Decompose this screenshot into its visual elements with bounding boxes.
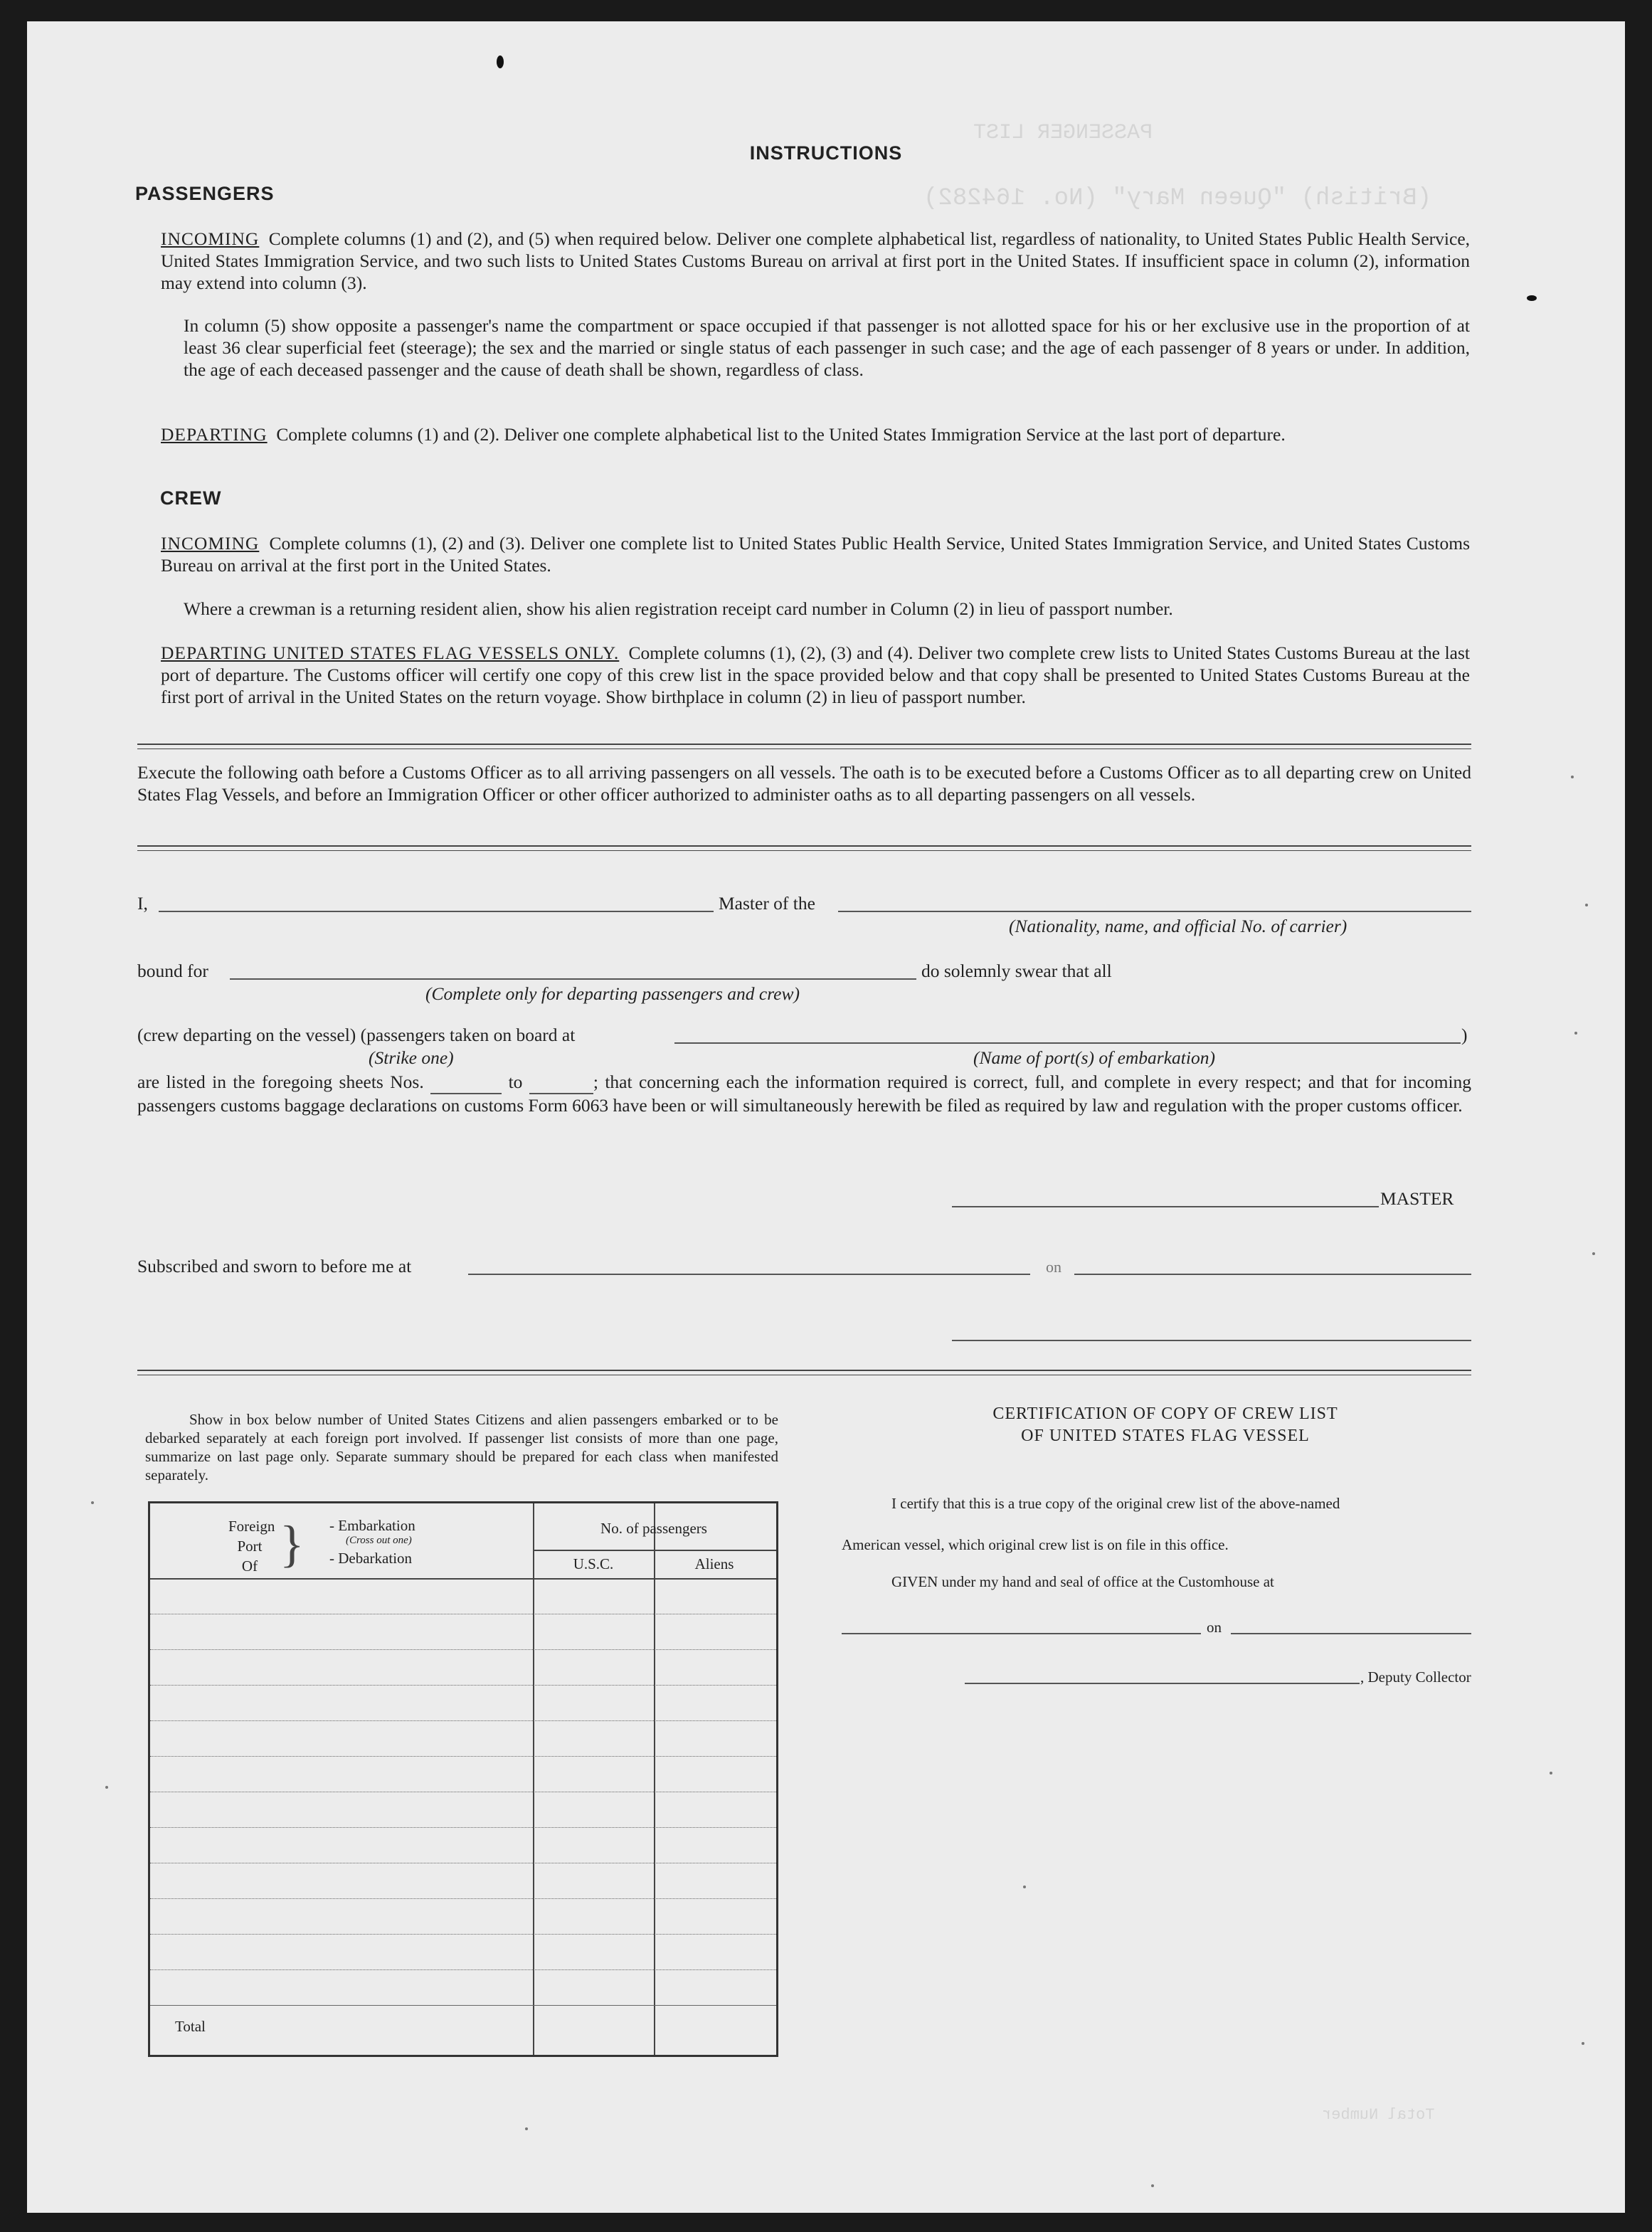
- table-row[interactable]: [150, 1934, 776, 1935]
- of-label: Of: [241, 1557, 258, 1575]
- crew-incoming-lead: INCOMING: [161, 533, 260, 554]
- table-header-divider: [150, 1578, 776, 1580]
- officer-signature-field[interactable]: [952, 1340, 1471, 1341]
- table-subheader-divider: [533, 1550, 776, 1551]
- cross-out-caption: (Cross out one): [346, 1535, 412, 1546]
- ports-caption: (Name of port(s) of embarkation): [973, 1047, 1215, 1068]
- close-paren: ): [1461, 1025, 1468, 1045]
- table-col-divider: [533, 1503, 534, 2055]
- brace-icon: }: [280, 1516, 305, 1572]
- foreign-port-label: [228, 1516, 275, 1576]
- document-page: [27, 21, 1625, 2213]
- departing-caption: (Complete only for departing passengers and crew): [425, 983, 800, 1004]
- deputy-collector-label: , Deputy Collector: [1360, 1668, 1471, 1686]
- subscribed-label: Subscribed and sworn to before me at: [137, 1256, 412, 1276]
- table-row[interactable]: [150, 1649, 776, 1650]
- oath-i-label: I,: [137, 893, 148, 914]
- scan-speck: [1585, 904, 1588, 906]
- no-of-passengers-label: No. of passengers: [600, 1520, 707, 1537]
- listed-to-label: to: [508, 1072, 523, 1092]
- scan-speck: [1151, 2184, 1154, 2187]
- passenger-summary-table: [148, 1501, 778, 2057]
- oath-divider: [137, 850, 1471, 851]
- embarkation-label: - Embarkation: [329, 1517, 415, 1534]
- table-row[interactable]: [150, 1898, 776, 1899]
- master-label: MASTER: [1380, 1188, 1454, 1209]
- scan-speck: [1592, 1252, 1595, 1255]
- foreign-label: Foreign: [228, 1518, 275, 1535]
- certification-on-label: on: [1207, 1619, 1222, 1636]
- table-col-divider: [654, 1503, 655, 2055]
- certification-title-line1: CERTIFICATION OF COPY OF CREW LIST: [992, 1405, 1338, 1423]
- scan-speck: [525, 2127, 528, 2130]
- departing-text: Complete columns (1) and (2). Deliver one complete alphabetical list to the United States Immigration Service at the last port of departure.: [276, 424, 1286, 445]
- passengers-incoming-paragraph: [161, 228, 1470, 294]
- bound-for-label: bound for: [137, 961, 208, 981]
- master-name-field[interactable]: [159, 911, 714, 912]
- subscribed-on-label: on: [1046, 1258, 1061, 1276]
- table-row[interactable]: [150, 1685, 776, 1686]
- oath-intro: Execute the following oath before a Customs Officer as to all arriving passengers on all vessels. The oath is to be executed before a Customs Officer as to all departing crew on United States Flag Vessels, and before an Immigration Officer or other officer authorized to administer oaths as to all departing passengers on all vessels.: [137, 762, 1471, 805]
- american-vessel-text: American vessel, which original crew list is on file in this office.: [842, 1536, 1229, 1553]
- ports-field[interactable]: [674, 1042, 1461, 1044]
- table-row[interactable]: [150, 1827, 776, 1828]
- bleed-through-text: PASSENGER LIST: [973, 121, 1153, 145]
- incoming-lead: INCOMING: [161, 228, 260, 249]
- debarkation-label: - Debarkation: [329, 1550, 413, 1567]
- master-signature-field[interactable]: [952, 1206, 1379, 1207]
- page-title: INSTRUCTIONS: [749, 142, 903, 164]
- carrier-caption: (Nationality, name, and official No. of carrier): [1009, 916, 1347, 936]
- scan-speck: [105, 1786, 108, 1789]
- scan-speck: [1574, 1032, 1577, 1035]
- scan-speck: [1582, 2042, 1584, 2045]
- flag-vessel-lead: DEPARTING UNITED STATES FLAG VESSELS ONLY.: [161, 642, 620, 663]
- master-of-label: Master of the: [719, 893, 815, 914]
- certification-title: [845, 1403, 1486, 1447]
- passengers-departing-paragraph: [161, 423, 1470, 445]
- summary-instructions: Show in box below number of United States Citizens and alien passengers embarked or to be debarked separately at each foreign port involved. If passenger list consists of more than one page, summarize on last page only. Separate summary should be prepared for each class when manifested separately.: [145, 1411, 778, 1483]
- carrier-field[interactable]: [838, 911, 1471, 912]
- scan-speck: [497, 55, 504, 68]
- flag-vessel-paragraph: [161, 642, 1470, 708]
- listed-paragraph: [137, 1071, 1471, 1116]
- bottom-divider: [137, 1370, 1471, 1371]
- strike-caption: (Strike one): [369, 1047, 454, 1068]
- scan-speck: [1023, 1885, 1026, 1888]
- port-label: Port: [237, 1538, 263, 1555]
- given-text: GIVEN under my hand and seal of office at the Customhouse at: [891, 1573, 1274, 1590]
- usc-label: U.S.C.: [573, 1555, 614, 1572]
- oath-divider: [137, 845, 1471, 847]
- scan-speck: [91, 1501, 94, 1504]
- crew-incoming-paragraph: [161, 532, 1470, 576]
- subscribed-place-field[interactable]: [468, 1274, 1030, 1275]
- aliens-label: Aliens: [694, 1555, 734, 1572]
- table-row[interactable]: [150, 1720, 776, 1721]
- crew-heading: CREW: [160, 487, 222, 509]
- certify-text: I certify that this is a true copy of the original crew list of the above-named: [891, 1495, 1340, 1512]
- table-row[interactable]: [150, 1969, 776, 1970]
- listed-text-a: are listed in the foregoing sheets Nos.: [137, 1072, 424, 1092]
- column5-paragraph: In column (5) show opposite a passenger's name the compartment or space occupied if that passenger is not allotted space for his or her exclusive use in the proportion of at least 36 clear superficial feet (steerage); the sex and the married or single status of each passenger in such case; and the age of each passenger of 8 years or under. In addition, the age of each deceased passenger and the cause of death shall be shown, regardless of class.: [184, 315, 1470, 380]
- crew-departing-label: (crew departing on the vessel) (passengers taken on board at: [137, 1025, 576, 1045]
- subscribed-date-field[interactable]: [1074, 1274, 1471, 1275]
- table-total-divider: [150, 2005, 776, 2006]
- resident-alien-paragraph: Where a crewman is a returning resident alien, show his alien registration receipt card number in Column (2) in lieu of passport number.: [184, 598, 1173, 619]
- certification-title-line2: OF UNITED STATES FLAG VESSEL: [1021, 1427, 1310, 1445]
- deputy-signature-field[interactable]: [965, 1683, 1360, 1684]
- scan-speck: [1571, 776, 1574, 778]
- total-label: Total: [175, 2018, 206, 2035]
- scan-speck: [1550, 1772, 1552, 1775]
- sheet-from-field[interactable]: [430, 1071, 502, 1094]
- customhouse-field[interactable]: [842, 1633, 1201, 1634]
- sheet-to-field[interactable]: [529, 1071, 593, 1094]
- departing-lead: DEPARTING: [161, 424, 268, 445]
- certification-date-field[interactable]: [1231, 1633, 1471, 1634]
- bleed-through-text: Total Number: [1322, 2106, 1435, 2124]
- passengers-heading: PASSENGERS: [135, 183, 275, 204]
- flag-vessel-text: Complete columns (1), (2), (3) and (4). Deliver two complete crew lists to United States Customs Bureau at the last port of departure. The Customs officer will certify one copy of this crew list in the space provided below and that copy shall be presented to United States Customs Bureau at the first port of arrival in the United States on the return voyage. Show birthplace in column (2) in lieu of passport number.: [161, 642, 1470, 707]
- bound-for-field[interactable]: [230, 978, 916, 980]
- swear-label: do solemnly swear that all: [921, 961, 1112, 981]
- incoming-text: Complete columns (1) and (2), and (5) when required below. Deliver one complete alphabetical list, regardless of nationality, to United States Public Health Service, United States Immigration Service, and two such lists to United States Customs Bureau on arrival at first port in the United States. If insufficient space in column (2), information may extend into column (3).: [161, 228, 1471, 293]
- scan-speck: [1527, 295, 1537, 301]
- crew-incoming-text: Complete columns (1), (2) and (3). Deliver one complete list to United States Public Health Service, United States Immigration Service, and United States Customs Bureau on arrival at the first port in the United States.: [161, 533, 1471, 576]
- bleed-through-text: (British) "Queen Mary" (No. 164282): [923, 185, 1432, 212]
- section-divider: [137, 744, 1471, 745]
- listed-text-b: ; that concerning each the information required is correct, full, and complete in every respect; and that for incoming passengers customs baggage declarations on customs Form 6063 have been or will simultaneously herewith be filed as required by law and regulation with the proper customs officer.: [137, 1072, 1472, 1116]
- table-row[interactable]: [150, 1756, 776, 1757]
